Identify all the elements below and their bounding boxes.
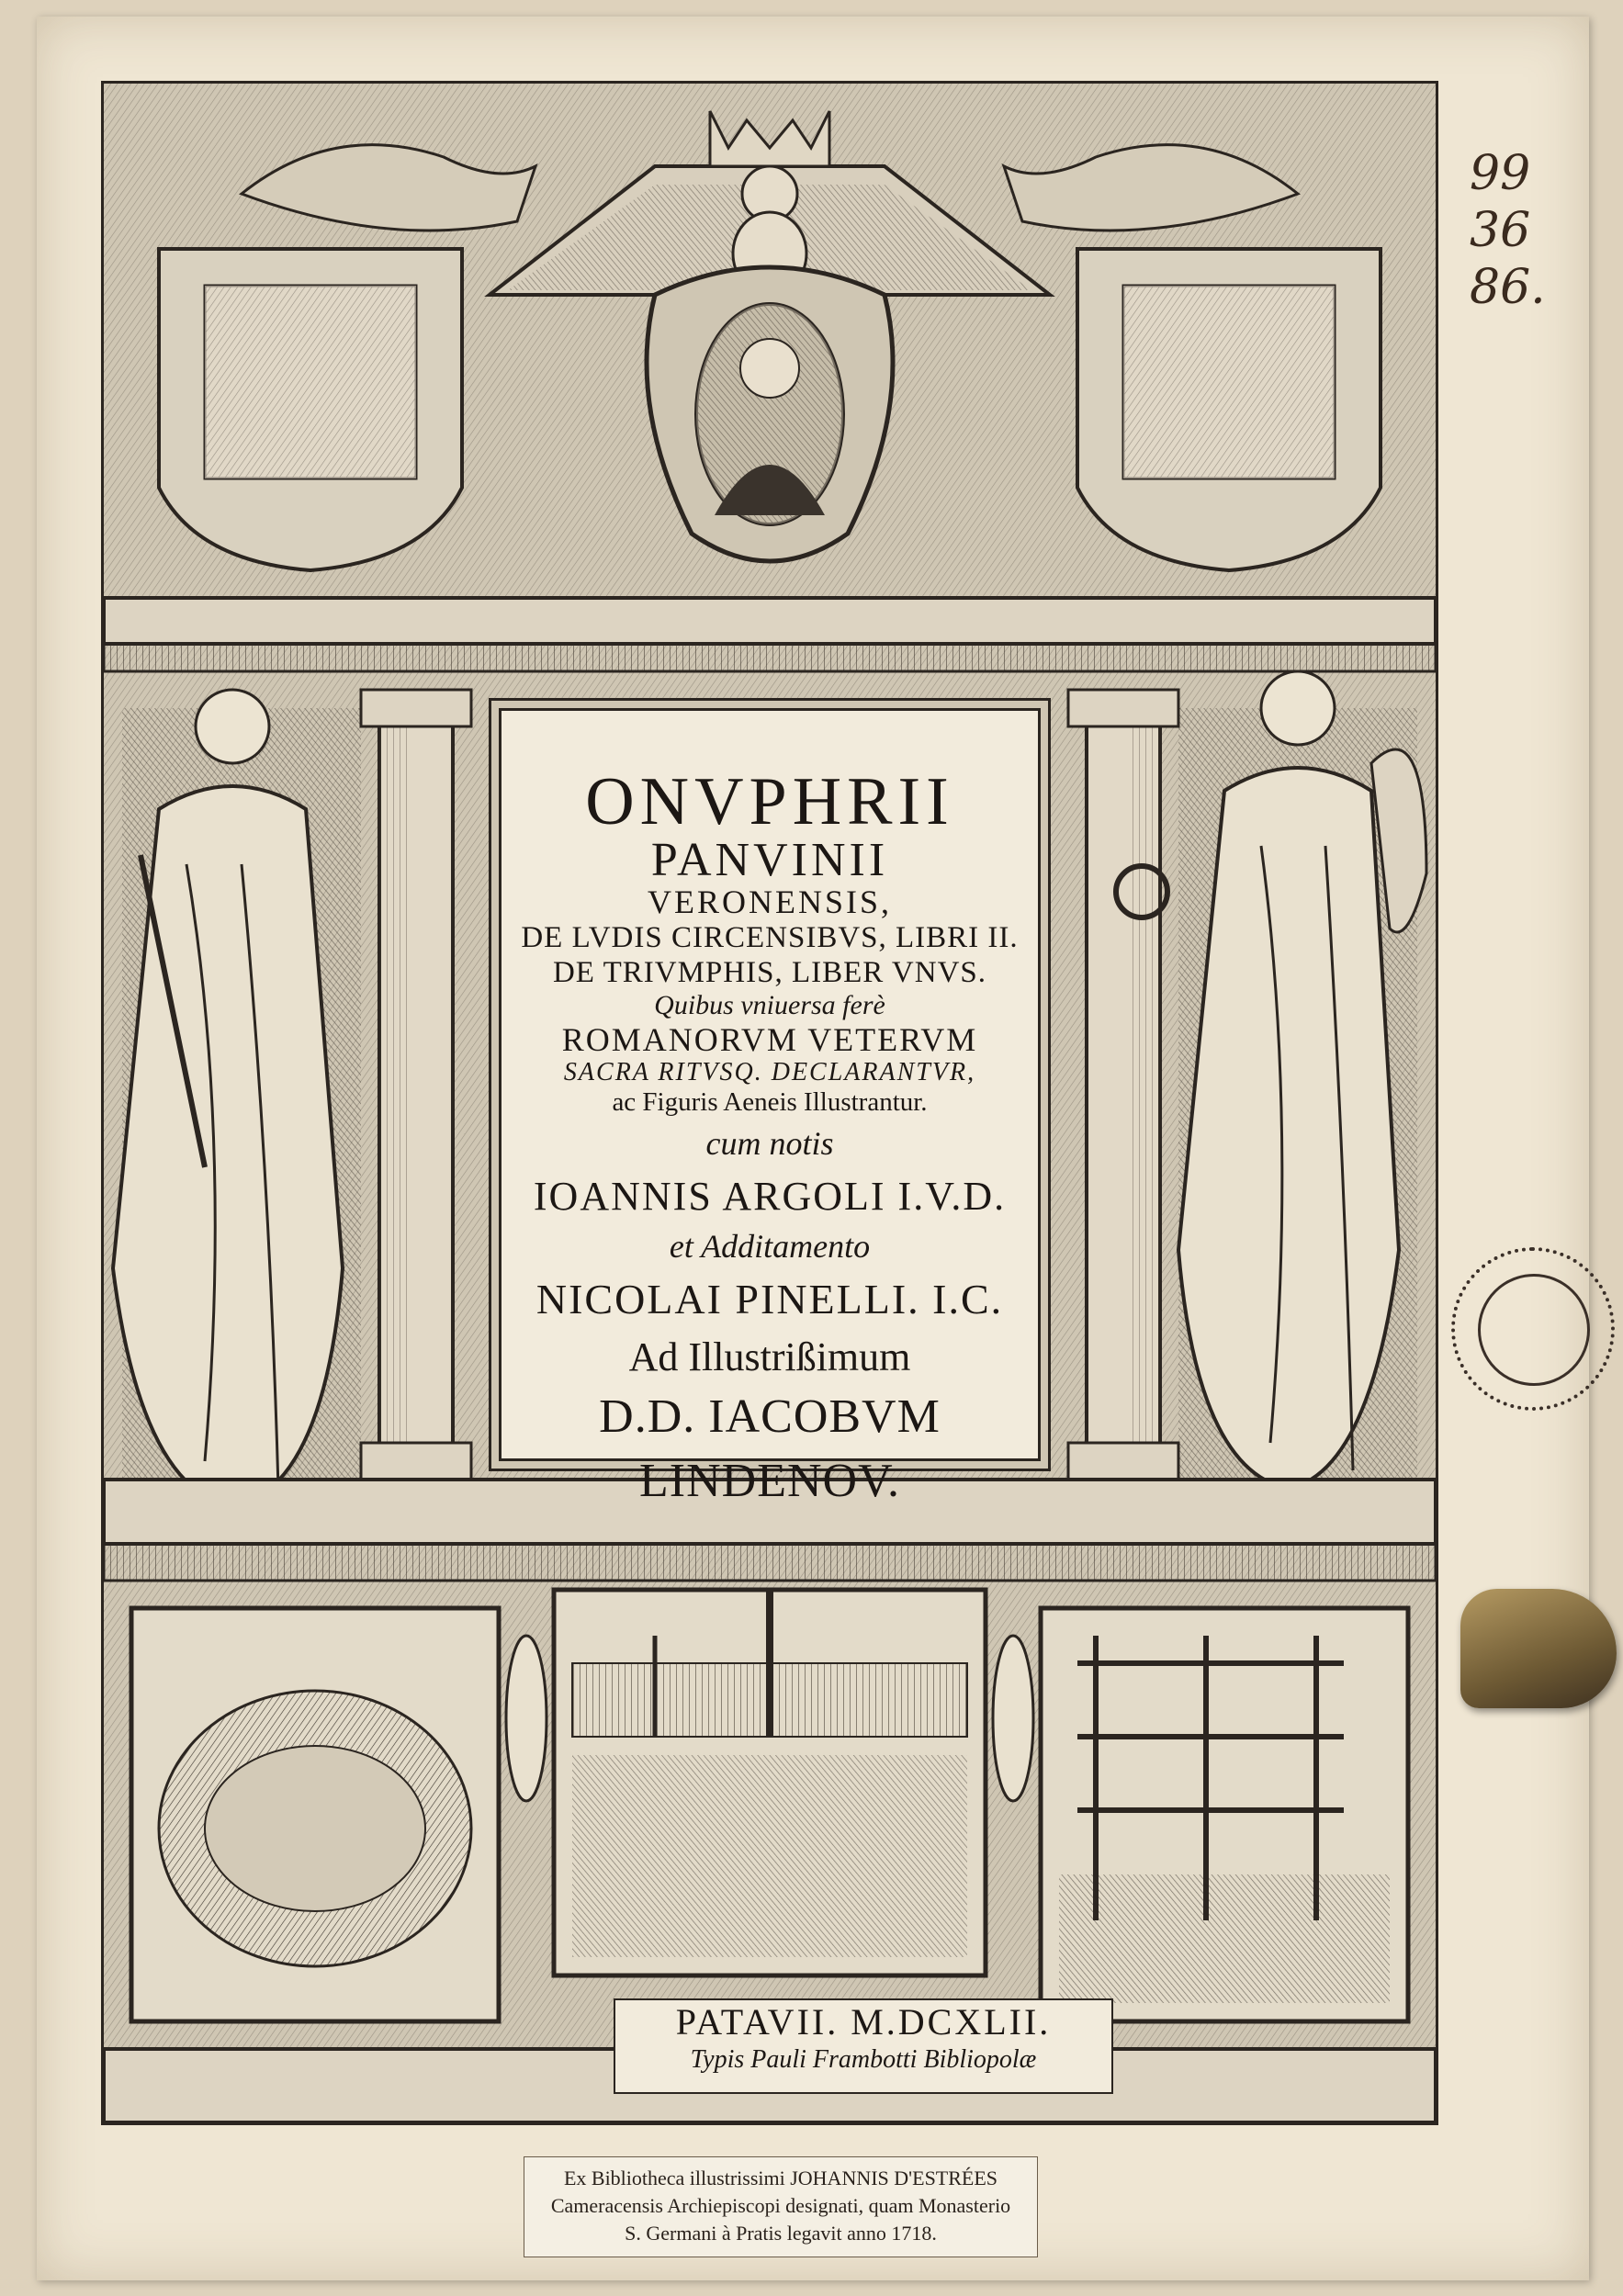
- shelfmark-line-2: 36: [1470, 203, 1531, 258]
- engraved-frontispiece: [101, 81, 1438, 2125]
- provenance-line-2: Cameracensis Archiepiscopi designati, quam Monasterio: [550, 2194, 1011, 2217]
- author-name-line-1: ONVPHRII: [585, 764, 954, 839]
- imprint-place-date: PATAVII. M.DCXLII.: [675, 2001, 1052, 2043]
- provenance-line-3: S. Germani à Pratis legavit anno 1718.: [625, 2222, 937, 2245]
- imprint-printer: Typis Pauli Frambotti Bibliopolæ: [690, 2045, 1037, 2074]
- library-stamp: [1451, 1247, 1615, 1411]
- library-stamp-inner: [1478, 1274, 1590, 1386]
- title-cartouche: [499, 708, 1041, 1507]
- notes-intro: cum notis: [705, 1125, 834, 1162]
- title-page: [37, 17, 1589, 2280]
- brass-clasp: [1460, 1589, 1617, 1708]
- annotator-name: IOANNIS ARGOLI I.V.D.: [533, 1174, 1007, 1219]
- title-part-2: DE TRIVMPHIS, LIBER VNVS.: [552, 956, 987, 989]
- addition-intro: et Additamento: [669, 1228, 871, 1265]
- subtitle-line-4: ac Figuris Aeneis Illustrantur.: [612, 1087, 928, 1117]
- provenance-label: [524, 2156, 1038, 2257]
- handwritten-shelfmark: [1470, 145, 1607, 316]
- subtitle-line-3: SACRA RITVSQ. DECLARANTVR,: [563, 1058, 976, 1086]
- shelfmark-line-3: 86.: [1470, 260, 1546, 315]
- dedication-intro: Ad Illustrißimum: [628, 1334, 911, 1379]
- contributor-name: NICOLAI PINELLI. I.C.: [535, 1276, 1004, 1322]
- imprint-cartouche: [614, 1998, 1113, 2094]
- dedicatee-name: D.D. IACOBVM LINDENOV.: [599, 1390, 941, 1507]
- author-origin: VERONENSIS,: [647, 884, 892, 920]
- subtitle-line-1: Quibus vniuersa ferè: [654, 990, 885, 1020]
- title-part-1: DE LVDIS CIRCENSIBVS, LIBRI II.: [521, 921, 1019, 954]
- subtitle-line-2: ROMANORVM VETERVM: [561, 1021, 978, 1058]
- shelfmark-line-1: 99: [1470, 146, 1531, 201]
- provenance-line-1: Ex Bibliotheca illustrissimi JOHANNIS D'ESTRÉES: [563, 2167, 998, 2189]
- author-name-line-2: PANVINII: [650, 834, 889, 886]
